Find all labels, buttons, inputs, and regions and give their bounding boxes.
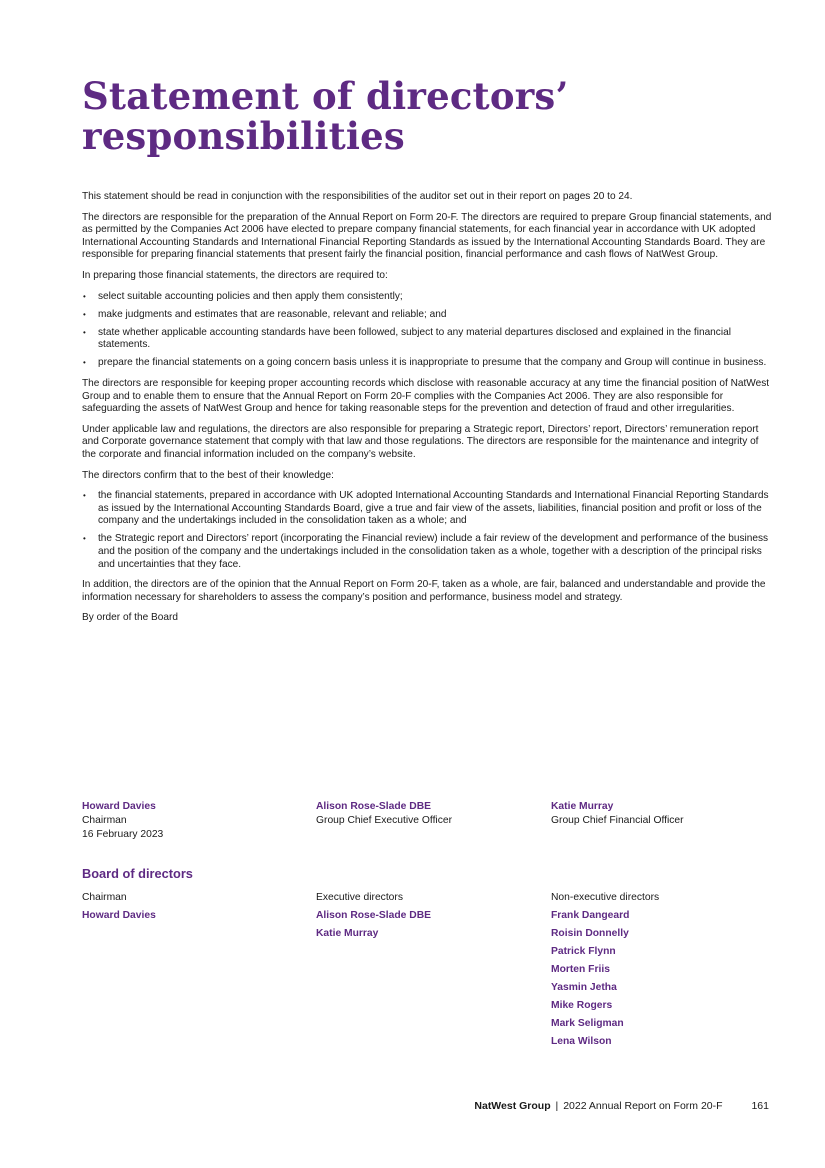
footer-report-title: 2022 Annual Report on Form 20-F bbox=[563, 1100, 723, 1112]
intro-paragraph: This statement should be read in conjunction with the responsibilities of the auditor set out in their report on pages 20 to 24. bbox=[82, 191, 633, 202]
statement-body bbox=[82, 191, 772, 633]
list-item: • make judgments and estimates that are reasonable, relevant and reliable; and bbox=[82, 309, 772, 322]
by-order-text: By order of the Board bbox=[82, 612, 178, 624]
signatory-name: Howard Davies bbox=[82, 801, 156, 812]
page-number: 161 bbox=[751, 1100, 769, 1112]
paragraph: Under applicable law and regulations, the directors are also responsible for preparing a Strategic report, Directors’ report, Directors’ remuneration report and Corporate governance statement that comply with that law and those regulations. The directors are responsible for the maintenance and integrity of the corporate and financial information included on the company’s website. bbox=[82, 423, 759, 460]
required-actions-list bbox=[82, 291, 772, 370]
signatory-name: Alison Rose-Slade DBE bbox=[316, 801, 432, 812]
director-name: Yasmin Jetha bbox=[551, 982, 617, 993]
director-name: Roisin Donnelly bbox=[551, 928, 629, 939]
signatory-role: Group Chief Financial Officer bbox=[551, 815, 684, 826]
list-item: • state whether applicable accounting standards have been followed, subject to any material departures disclosed and explained in the financial statements. bbox=[82, 327, 772, 352]
page-title: Statement of directors’ responsibilities bbox=[82, 74, 569, 158]
director-name: Mark Seligman bbox=[551, 1018, 624, 1029]
director-name: Frank Dangeard bbox=[551, 910, 630, 921]
page-footer bbox=[474, 1100, 769, 1112]
footer-separator: | bbox=[555, 1100, 559, 1112]
list-item: • the Strategic report and Directors’ report (incorporating the Financial review) include a fair review of the development and performance of the business and the position of the company and the undertakings included in the consolidation taken as a whole, together with a description of the principal risks and uncertainties that they face. bbox=[82, 533, 772, 571]
paragraph: In preparing those financial statements, the directors are required to: bbox=[82, 269, 388, 281]
director-name: Lena Wilson bbox=[551, 1036, 612, 1047]
director-name: Mike Rogers bbox=[551, 1000, 613, 1011]
director-name: Alison Rose-Slade DBE bbox=[316, 910, 432, 921]
signatory-name: Katie Murray bbox=[551, 801, 614, 812]
column-label: Non-executive directors bbox=[551, 892, 660, 903]
signatory-chairman bbox=[82, 800, 163, 842]
column-label: Chairman bbox=[82, 892, 127, 903]
paragraph: The directors are responsible for keeping proper accounting records which disclose with reasonable accuracy at any time the financial position of NatWest Group and to enable them to ensure that the Annual Report on Form 20-F complies with the Companies Act 2006. They are also responsible for safeguarding the assets of NatWest Group and hence for taking reasonable steps for the prevention and detection of fraud and other irregularities. bbox=[82, 378, 770, 415]
column-label: Executive directors bbox=[316, 892, 403, 903]
board-chairman-column bbox=[82, 891, 156, 925]
paragraph: In addition, the directors are of the opinion that the Annual Report on Form 20-F, taken as a whole, are fair, balanced and understandable and provide the information necessary for shareholders to assess the company’s position and performance, business model and strategy. bbox=[82, 579, 766, 603]
footer-brand: NatWest Group bbox=[474, 1100, 551, 1112]
signatory-role: Group Chief Executive Officer bbox=[316, 815, 453, 826]
board-non-executive-column bbox=[551, 891, 659, 1051]
director-name: Morten Friis bbox=[551, 964, 610, 975]
list-item: • prepare the financial statements on a going concern basis unless it is inappropriate to presume that the company and Group will continue in business. bbox=[82, 357, 772, 370]
director-name: Katie Murray bbox=[316, 928, 379, 939]
signatory-ceo bbox=[316, 800, 452, 828]
list-item: • the financial statements, prepared in accordance with UK adopted International Accounting Standards and International Financial Reporting Standards as issued by the International Accounting Standards Board, give a true and fair view of the assets, liabilities, financial position and profit or loss of the company and the undertakings included in the consolidation taken as a whole; and bbox=[82, 490, 772, 528]
signature-date: 16 February 2023 bbox=[82, 829, 164, 840]
signatory-role: Chairman bbox=[82, 815, 127, 826]
confirmations-list bbox=[82, 490, 772, 571]
board-heading: Board of directors bbox=[82, 866, 193, 881]
paragraph: The directors are responsible for the preparation of the Annual Report on Form 20-F. The directors are required to prepare Group financial statements, and as permitted by the Companies Act 2006 have elected to prepare company financial statements, for each financial year in accordance with UK adopted International Accounting Standards and International Financial Reporting Standards as issued by the International Accounting Standards Board. They are responsible for preparing financial statements that present fairly the financial position, financial performance and cash flows of NatWest Group. bbox=[82, 211, 772, 261]
director-name: Patrick Flynn bbox=[551, 946, 616, 957]
board-executive-column bbox=[316, 891, 431, 943]
list-item: • select suitable accounting policies and then apply them consistently; bbox=[82, 291, 772, 304]
director-name: Howard Davies bbox=[82, 910, 156, 921]
paragraph: The directors confirm that to the best of their knowledge: bbox=[82, 469, 334, 481]
signatory-cfo bbox=[551, 800, 684, 828]
